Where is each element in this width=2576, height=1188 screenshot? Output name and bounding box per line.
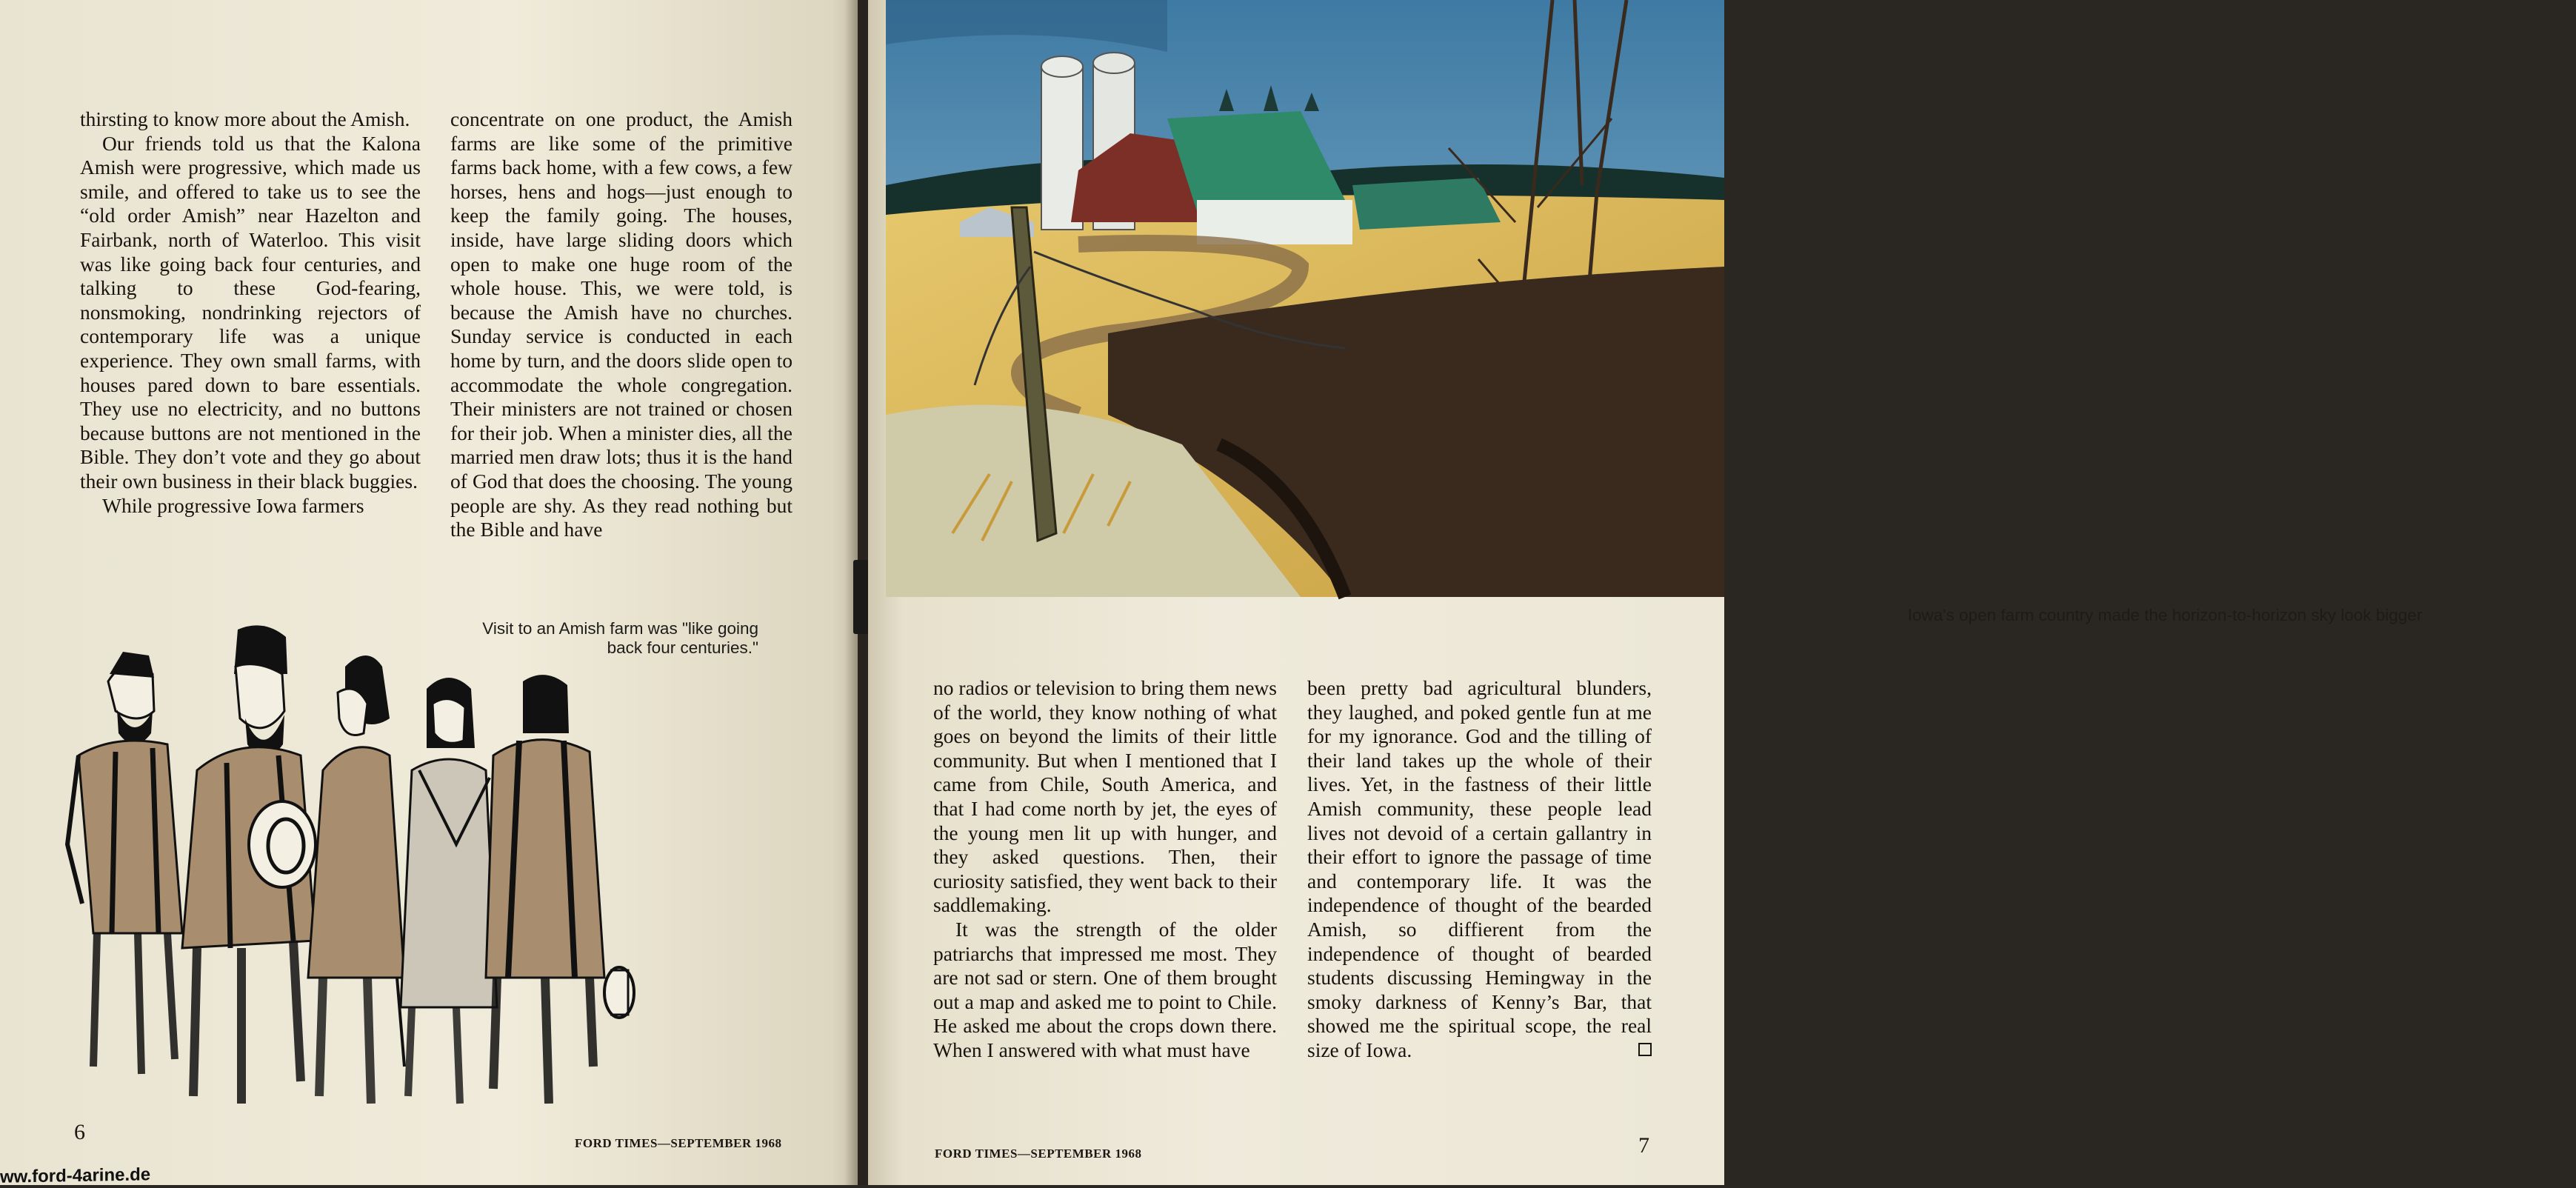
paragraph-text: been pretty bad agricultural blunders, they laughed, and poked gentle fun at me for my ignorance. God and the tilling of their land takes up the whole of their lives. Yet, in the fastness of their little Amish community, these people lead lives not devoid of a certain gallantry in their effort to ignore the passage of time and contemporary life. It was the independence of thought of the bearded Amish, so diffierent from the independence of thought of bearded students discussing Hemingway in the smoky darkness of Kenny’s Bar, that showed me the spiritual scope, the real size of Iowa. xyxy=(1307,676,1652,1061)
folio-credit: FORD TIMES—SEPTEMBER 1968 xyxy=(935,1147,1142,1161)
left-page xyxy=(0,0,858,1185)
paragraph xyxy=(1307,676,1652,1063)
spine-binding-mark xyxy=(853,560,870,634)
left-column-2 xyxy=(450,107,793,542)
end-of-article-mark xyxy=(1638,1043,1652,1056)
paragraph: Our friends told us that the Kalona Amish were progressive, which made us smile, and offered to take us to see the “old order Amish” near Hazelton and Fairbank, north of Waterloo. This visit was like going back four centuries, and talking to these God-fearing, nonsmoking, nondrinking rejectors of contemporary life was a unique experience. They own small farms, with houses pared down to bare essentials. They use no electricity, and no buttons because buttons are not mentioned in the Bible. They don’t vote and they go about their own business in their black buggies. xyxy=(80,131,421,493)
paragraph: While progressive Iowa farmers xyxy=(102,493,364,517)
paragraph: It was the strength of the older patriarchs that impressed me most. They are not sad or stern. One of them brought out a map and asked me to point to Chile. He asked me about the crops down there. When I answered with what must have xyxy=(933,917,1277,1061)
folio-credit: FORD TIMES—SEPTEMBER 1968 xyxy=(575,1136,782,1150)
amish-man-back-figure xyxy=(486,675,634,1104)
amish-illustration-caption: Visit to an Amish farm was "like going back four centuries." xyxy=(482,619,758,657)
paragraph: thirsting to know more about the Amish. xyxy=(80,107,410,130)
amish-man-figure xyxy=(67,652,182,1074)
paragraph: no radios or television to bring them news of the world, they know nothing of what goes on beyond the limits of their little community. But when I mentioned that I came from Chile, South America, and that I had come north by jet, the eyes of the young men lit up with hunger, and they asked questions. Then, their curiosity satisfied, they went back to their saddlemaking. xyxy=(933,676,1277,917)
iowa-farm-painting xyxy=(886,0,1724,597)
farm-painting-caption: Iowa's open farm country made the horizon-to-horizon sky look bigger xyxy=(1907,606,2423,624)
amish-man-with-hat-figure xyxy=(182,625,316,1104)
paragraph: concentrate on one product, the Amish farms are like some of the primitive farms back home, with a few cows, a few horses, hens and hogs—just enough to keep the family going. The houses, inside, have large sliding doors which open to make one huge room of the whole house. This, we were told, is because the Amish have no churches. Sunday service is conducted in each home by turn, and the doors slide open to accommodate the whole congregation. Their ministers are not trained or chosen for their job. When a minister dies, all the married men draw lots; thus it is the hand of God that does the choosing. The young people are shy. As they read nothing but the Bible and have xyxy=(450,107,793,541)
amish-group-illustration xyxy=(71,622,678,1111)
right-column-2 xyxy=(1307,676,1652,1063)
page-number: 6 xyxy=(74,1120,85,1144)
right-column-1 xyxy=(933,676,1277,1063)
left-column-1 xyxy=(80,107,421,518)
amish-woman-bonnet-figure xyxy=(308,655,404,1104)
right-page xyxy=(868,0,2423,1185)
watermark: ww.ford-4arine.de xyxy=(0,1164,151,1187)
amish-woman-figure xyxy=(401,678,497,1104)
page-number: 7 xyxy=(1638,1133,1649,1158)
